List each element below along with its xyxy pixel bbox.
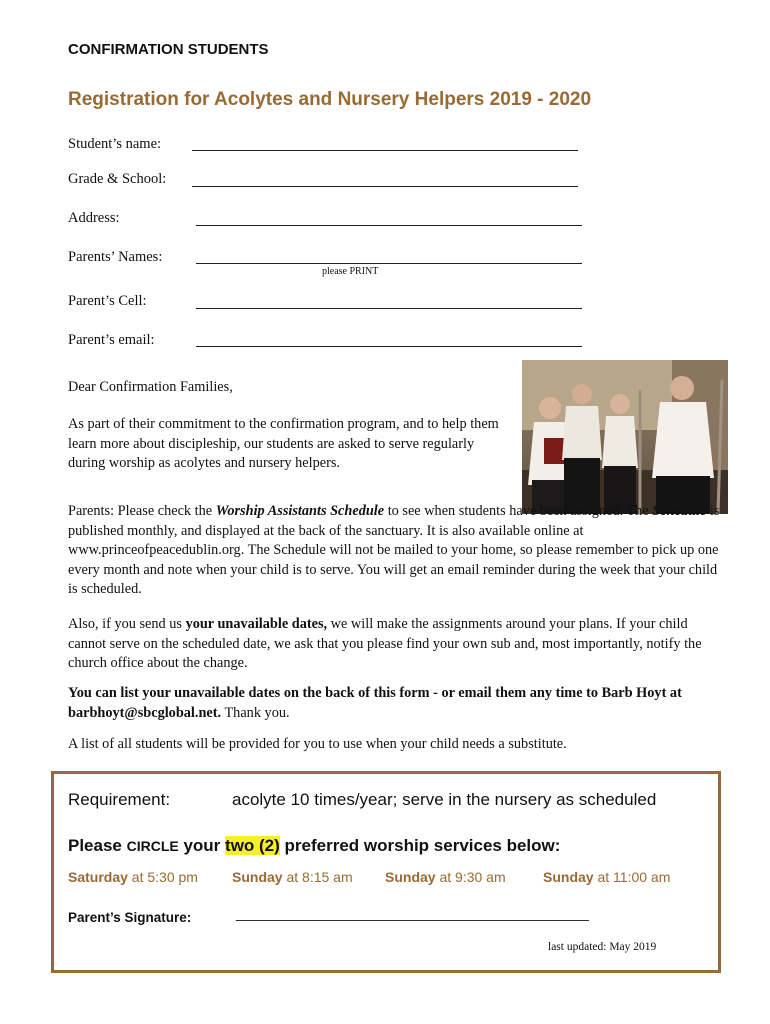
service-option[interactable]: Sunday at 8:15 am: [232, 869, 353, 885]
schedule-paragraph: [68, 502, 720, 600]
grade-school-line[interactable]: [192, 186, 578, 187]
address-line[interactable]: [196, 225, 582, 226]
service-option[interactable]: Saturday at 5:30 pm: [68, 869, 198, 885]
document-title: Registration for Acolytes and Nursery Helpers 2019 - 2020: [68, 89, 592, 110]
greeting: Dear Confirmation Families,: [68, 379, 233, 395]
student-name-line[interactable]: [192, 150, 578, 151]
service-option[interactable]: Sunday at 11:00 am: [543, 869, 671, 885]
last-updated: last updated: May 2019: [548, 941, 657, 953]
schedule-text-post: is published monthly, and displayed at the back of the sanctuary. It is also available online at www.princeofpeacedublin.org. The Schedule will not be mailed to your home, so please remember to pick up one every month and note when your child is to serve. You will get an email reminder during the week that your child is scheduled.: [68, 503, 720, 597]
requirement-label: Requirement:: [68, 790, 171, 809]
parents-names-label: Parents’ Names:: [68, 249, 163, 265]
parent-cell-line[interactable]: [196, 308, 582, 309]
contact-paragraph: [68, 684, 720, 723]
parent-cell-label: Parent’s Cell:: [68, 293, 147, 309]
contact-thanks: Thank you.: [221, 704, 290, 721]
service-option[interactable]: Sunday at 9:30 am: [385, 869, 506, 885]
schedule-text-mid: to see when students have been assigned. The: [384, 503, 653, 519]
address-label: Address:: [68, 210, 120, 226]
schedule-word: Schedule: [652, 503, 707, 519]
unavailable-bold: your unavailable dates,: [185, 616, 328, 632]
unavailable-text-post: we will make the assignments around your plans. If your child cannot serve on the scheduled date, we ask that you please find your own sub and, most importantly, notify the church office about the change.: [68, 616, 702, 671]
contact-bold: You can list your unavailable dates on the back of this form - or email them any time to Barb Hoyt at barbhoyt@sbcglobal.net.: [68, 685, 682, 721]
requirement-text: acolyte 10 times/year; serve in the nursery as scheduled: [232, 790, 657, 809]
circle-mid: your: [178, 836, 226, 855]
substitute-note: A list of all students will be provided for you to use when your child needs a substitute.: [68, 736, 567, 752]
print-note: please PRINT: [322, 266, 379, 277]
circle-instruction: [68, 836, 560, 856]
unavailable-text-pre: Also, if you send us: [68, 616, 186, 632]
unavailable-paragraph: [68, 615, 720, 674]
parent-email-line[interactable]: [196, 346, 582, 347]
circle-pre: Please: [68, 836, 127, 855]
intro-paragraph: As part of their commitment to the confirmation program, and to help them learn more about discipleship, our students are asked to serve regularly during worship as acolytes and nursery helpers.: [68, 416, 499, 471]
parents-names-line[interactable]: [196, 263, 582, 264]
signature-line[interactable]: _______________________________________________: [236, 906, 589, 921]
grade-school-label: Grade & School:: [68, 171, 167, 187]
schedule-title: Worship Assistants Schedule: [215, 503, 385, 519]
student-name-label: Student’s name:: [68, 136, 162, 152]
circle-highlight: two (2): [225, 836, 280, 855]
circle-word: CIRCLE: [126, 838, 179, 854]
document-heading: CONFIRMATION STUDENTS: [68, 41, 269, 58]
schedule-text-pre: Parents: Please check the: [68, 503, 216, 519]
signature-label: Parent’s Signature:: [68, 910, 192, 925]
parent-email-label: Parent’s email:: [68, 332, 155, 348]
circle-post: preferred worship services below:: [279, 836, 561, 855]
